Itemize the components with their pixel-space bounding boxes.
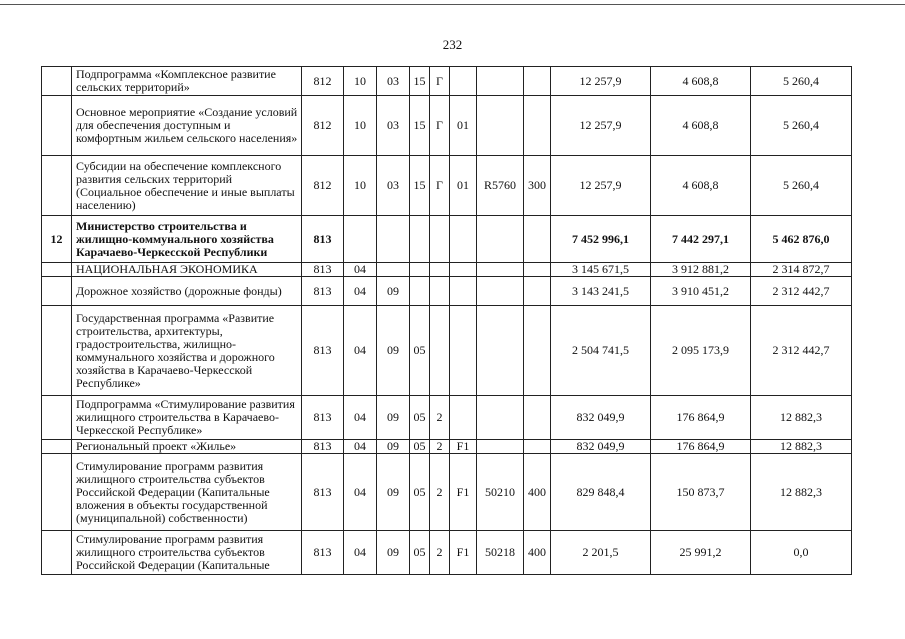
direction-code xyxy=(477,263,524,277)
section-code xyxy=(344,216,377,263)
event-code: 01 xyxy=(450,156,477,216)
event-code xyxy=(450,277,477,306)
row-name: Дорожное хозяйство (дорожные фонды) xyxy=(72,277,302,306)
subsection-code: 03 xyxy=(377,156,410,216)
expense-type-code xyxy=(524,277,551,306)
subprogram-code: 2 xyxy=(430,454,450,531)
expense-type-code: 400 xyxy=(524,454,551,531)
expense-type-code xyxy=(524,96,551,156)
row-number xyxy=(42,96,72,156)
subprogram-code xyxy=(430,277,450,306)
sum-year-3: 5 462 876,0 xyxy=(751,216,852,263)
expense-type-code xyxy=(524,67,551,96)
direction-code: R5760 xyxy=(477,156,524,216)
table-row xyxy=(42,216,852,263)
ved-code: 813 xyxy=(302,263,344,277)
subsection-code: 09 xyxy=(377,531,410,575)
subsection-code: 09 xyxy=(377,454,410,531)
direction-code xyxy=(477,306,524,396)
direction-code xyxy=(477,67,524,96)
expense-type-code xyxy=(524,216,551,263)
program-code: 05 xyxy=(410,454,430,531)
row-name: Субсидии на обеспечение комплексного развития сельских территорий (Социальное обеспечение и иные выплаты населению) xyxy=(72,156,302,216)
row-number xyxy=(42,263,72,277)
sum-year-1: 2 201,5 xyxy=(551,531,651,575)
sum-year-2: 3 912 881,2 xyxy=(651,263,751,277)
subprogram-code: 2 xyxy=(430,440,450,454)
sum-year-2: 150 873,7 xyxy=(651,454,751,531)
sum-year-2: 176 864,9 xyxy=(651,396,751,440)
sum-year-2: 3 910 451,2 xyxy=(651,277,751,306)
program-code: 15 xyxy=(410,96,430,156)
sum-year-2: 176 864,9 xyxy=(651,440,751,454)
row-name: Подпрограмма «Комплексное развитие сельских территорий» xyxy=(72,67,302,96)
ved-code: 813 xyxy=(302,454,344,531)
ved-code: 812 xyxy=(302,67,344,96)
sum-year-1: 832 049,9 xyxy=(551,440,651,454)
program-code xyxy=(410,216,430,263)
row-name: Стимулирование программ развития жилищного строительства субъектов Российской Федерации (Капитальные xyxy=(72,531,302,575)
program-code: 05 xyxy=(410,531,430,575)
event-code xyxy=(450,263,477,277)
ved-code: 813 xyxy=(302,440,344,454)
section-code: 04 xyxy=(344,396,377,440)
section-code: 04 xyxy=(344,277,377,306)
program-code xyxy=(410,277,430,306)
table-row xyxy=(42,454,852,531)
subprogram-code xyxy=(430,306,450,396)
expense-type-code: 400 xyxy=(524,531,551,575)
page-number: 232 xyxy=(442,37,463,52)
table-row xyxy=(42,156,852,216)
direction-code: 50218 xyxy=(477,531,524,575)
ved-code: 813 xyxy=(302,277,344,306)
subprogram-code: Г xyxy=(430,96,450,156)
table-row xyxy=(42,396,852,440)
direction-code xyxy=(477,216,524,263)
row-number xyxy=(42,531,72,575)
section-code: 04 xyxy=(344,263,377,277)
subprogram-code: Г xyxy=(430,67,450,96)
subsection-code: 09 xyxy=(377,440,410,454)
row-number xyxy=(42,454,72,531)
ved-code: 813 xyxy=(302,531,344,575)
sum-year-3: 2 312 442,7 xyxy=(751,306,852,396)
sum-year-3: 5 260,4 xyxy=(751,96,852,156)
table-row xyxy=(42,306,852,396)
sum-year-2: 4 608,8 xyxy=(651,96,751,156)
table-row xyxy=(42,440,852,454)
ved-code: 812 xyxy=(302,96,344,156)
ved-code: 813 xyxy=(302,306,344,396)
event-code xyxy=(450,67,477,96)
row-number xyxy=(42,277,72,306)
event-code xyxy=(450,306,477,396)
sum-year-2: 7 442 297,1 xyxy=(651,216,751,263)
row-name: Подпрограмма «Стимулирование развития жилищного строительства в Карачаево-Черкесской Республике» xyxy=(72,396,302,440)
row-number xyxy=(42,156,72,216)
budget-table xyxy=(41,66,852,575)
table-row xyxy=(42,263,852,277)
subsection-code: 09 xyxy=(377,277,410,306)
row-name: Стимулирование программ развития жилищного строительства субъектов Российской Федерации (Капитальные вложения в объекты государственной (муниципальной) собственности) xyxy=(72,454,302,531)
row-number xyxy=(42,396,72,440)
subprogram-code: Г xyxy=(430,156,450,216)
direction-code xyxy=(477,277,524,306)
sum-year-1: 7 452 996,1 xyxy=(551,216,651,263)
program-code: 05 xyxy=(410,306,430,396)
row-name: НАЦИОНАЛЬНАЯ ЭКОНОМИКА xyxy=(72,263,302,277)
ved-code: 812 xyxy=(302,156,344,216)
sum-year-1: 12 257,9 xyxy=(551,156,651,216)
subprogram-code xyxy=(430,263,450,277)
program-code xyxy=(410,263,430,277)
expense-type-code xyxy=(524,306,551,396)
sum-year-3: 2 314 872,7 xyxy=(751,263,852,277)
row-number xyxy=(42,67,72,96)
sum-year-1: 829 848,4 xyxy=(551,454,651,531)
event-code: F1 xyxy=(450,531,477,575)
sum-year-1: 12 257,9 xyxy=(551,67,651,96)
section-code: 10 xyxy=(344,156,377,216)
subprogram-code: 2 xyxy=(430,396,450,440)
subsection-code: 09 xyxy=(377,396,410,440)
program-code: 05 xyxy=(410,440,430,454)
table-row xyxy=(42,531,852,575)
sum-year-1: 12 257,9 xyxy=(551,96,651,156)
event-code xyxy=(450,396,477,440)
direction-code: 50210 xyxy=(477,454,524,531)
table-row xyxy=(42,67,852,96)
sum-year-3: 2 312 442,7 xyxy=(751,277,852,306)
row-name: Региональный проект «Жилье» xyxy=(72,440,302,454)
row-number xyxy=(42,440,72,454)
table-row xyxy=(42,277,852,306)
top-rule xyxy=(0,4,905,5)
direction-code xyxy=(477,396,524,440)
subprogram-code: 2 xyxy=(430,531,450,575)
sum-year-3: 0,0 xyxy=(751,531,852,575)
program-code: 15 xyxy=(410,67,430,96)
subprogram-code xyxy=(430,216,450,263)
row-number: 12 xyxy=(42,216,72,263)
sum-year-1: 832 049,9 xyxy=(551,396,651,440)
subsection-code xyxy=(377,216,410,263)
expense-type-code: 300 xyxy=(524,156,551,216)
row-number xyxy=(42,306,72,396)
section-code: 04 xyxy=(344,454,377,531)
event-code: 01 xyxy=(450,96,477,156)
section-code: 04 xyxy=(344,306,377,396)
ved-code: 813 xyxy=(302,216,344,263)
row-name: Министерство строительства и жилищно-коммунального хозяйства Карачаево-Черкесской Республики xyxy=(72,216,302,263)
event-code: F1 xyxy=(450,454,477,531)
section-code: 04 xyxy=(344,440,377,454)
subsection-code: 03 xyxy=(377,96,410,156)
section-code: 10 xyxy=(344,96,377,156)
sum-year-3: 5 260,4 xyxy=(751,67,852,96)
subsection-code xyxy=(377,263,410,277)
expense-type-code xyxy=(524,396,551,440)
row-name: Основное мероприятие «Создание условий для обеспечения доступным и комфортным жильем сельского населения» xyxy=(72,96,302,156)
subsection-code: 03 xyxy=(377,67,410,96)
sum-year-3: 12 882,3 xyxy=(751,440,852,454)
program-code: 05 xyxy=(410,396,430,440)
direction-code xyxy=(477,440,524,454)
sum-year-2: 4 608,8 xyxy=(651,67,751,96)
event-code xyxy=(450,216,477,263)
sum-year-2: 2 095 173,9 xyxy=(651,306,751,396)
section-code: 04 xyxy=(344,531,377,575)
sum-year-2: 4 608,8 xyxy=(651,156,751,216)
sum-year-3: 5 260,4 xyxy=(751,156,852,216)
table-row xyxy=(42,96,852,156)
event-code: F1 xyxy=(450,440,477,454)
row-name: Государственная программа «Развитие строительства, архитектуры, градостроительства, жилищно-коммунального хозяйства и дорожного хозяйства в Карачаево-Черкесской Республике» xyxy=(72,306,302,396)
sum-year-1: 2 504 741,5 xyxy=(551,306,651,396)
ved-code: 813 xyxy=(302,396,344,440)
sum-year-2: 25 991,2 xyxy=(651,531,751,575)
subsection-code: 09 xyxy=(377,306,410,396)
sum-year-1: 3 143 241,5 xyxy=(551,277,651,306)
direction-code xyxy=(477,96,524,156)
sum-year-1: 3 145 671,5 xyxy=(551,263,651,277)
sum-year-3: 12 882,3 xyxy=(751,454,852,531)
section-code: 10 xyxy=(344,67,377,96)
program-code: 15 xyxy=(410,156,430,216)
expense-type-code xyxy=(524,440,551,454)
budget-table-body xyxy=(42,67,852,575)
sum-year-3: 12 882,3 xyxy=(751,396,852,440)
expense-type-code xyxy=(524,263,551,277)
